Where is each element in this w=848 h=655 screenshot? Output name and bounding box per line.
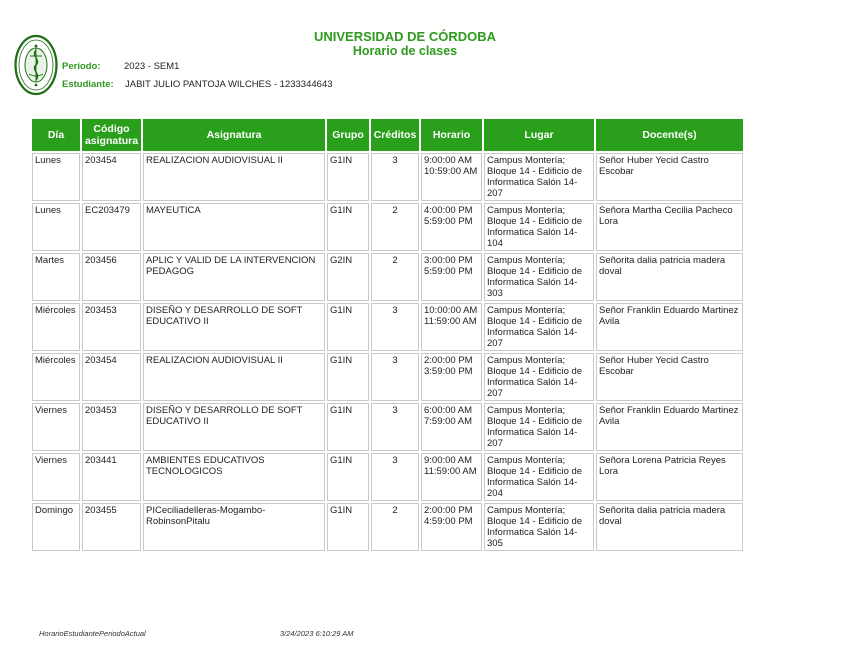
cell-docente: Señorita dalia patricia madera doval bbox=[596, 503, 743, 551]
cell-creditos: 3 bbox=[371, 353, 419, 401]
cell-grupo: G1IN bbox=[327, 503, 369, 551]
cell-dia: Viernes bbox=[32, 453, 80, 501]
column-header-docentes: Docente(s) bbox=[596, 119, 743, 151]
table-row bbox=[32, 203, 743, 251]
cell-creditos: 2 bbox=[371, 203, 419, 251]
cell-asignatura: AMBIENTES EDUCATIVOS TECNOLOGICOS bbox=[143, 453, 325, 501]
cell-codigo: 203454 bbox=[82, 353, 141, 401]
cell-codigo: EC203479 bbox=[82, 203, 141, 251]
cell-dia: Lunes bbox=[32, 153, 80, 201]
cell-codigo: 203455 bbox=[82, 503, 141, 551]
cell-horario: 9:00:00 AM 11:59:00 AM bbox=[421, 453, 482, 501]
cell-lugar: Campus Montería; Bloque 14 - Edificio de Informatica Salón 14-207 bbox=[484, 403, 594, 451]
cell-asignatura: DISEÑO Y DESARROLLO DE SOFT EDUCATIVO II bbox=[143, 303, 325, 351]
column-header-lugar: Lugar bbox=[484, 119, 594, 151]
cell-grupo: G1IN bbox=[327, 453, 369, 501]
table-row bbox=[32, 253, 743, 301]
periodo-value: 2023 - SEM1 bbox=[124, 61, 180, 72]
cell-codigo: 203441 bbox=[82, 453, 141, 501]
university-seal-icon bbox=[14, 34, 58, 96]
column-header-asignatura: Asignatura bbox=[143, 119, 325, 151]
report-subtitle: Horario de clases bbox=[352, 44, 458, 58]
cell-asignatura: MAYEUTICA bbox=[143, 203, 325, 251]
report-name: HorarioEstudiantePeriodoActual bbox=[39, 629, 146, 638]
cell-horario: 3:00:00 PM 5:59:00 PM bbox=[421, 253, 482, 301]
cell-horario: 2:00:00 PM 3:59:00 PM bbox=[421, 353, 482, 401]
cell-docente: Señor Franklin Eduardo Martinez Avila bbox=[596, 303, 743, 351]
estudiante-label: Estudiante: bbox=[62, 79, 114, 90]
cell-horario: 10:00:00 AM 11:59:00 AM bbox=[421, 303, 482, 351]
cell-horario: 6:00:00 AM 7:59:00 AM bbox=[421, 403, 482, 451]
cell-asignatura: REALIZACION AUDIOVISUAL II bbox=[143, 353, 325, 401]
cell-dia: Miércoles bbox=[32, 353, 80, 401]
cell-horario: 9:00:00 AM 10:59:00 AM bbox=[421, 153, 482, 201]
cell-grupo: G1IN bbox=[327, 403, 369, 451]
cell-codigo: 203453 bbox=[82, 403, 141, 451]
schedule-table bbox=[30, 117, 745, 553]
cell-grupo: G2IN bbox=[327, 253, 369, 301]
column-header-grupo: Grupo bbox=[327, 119, 369, 151]
table-row bbox=[32, 303, 743, 351]
cell-dia: Viernes bbox=[32, 403, 80, 451]
cell-dia: Martes bbox=[32, 253, 80, 301]
cell-grupo: G1IN bbox=[327, 203, 369, 251]
cell-docente: Señorita dalia patricia madera doval bbox=[596, 253, 743, 301]
cell-dia: Lunes bbox=[32, 203, 80, 251]
column-header-dia: Día bbox=[32, 119, 80, 151]
cell-creditos: 3 bbox=[371, 303, 419, 351]
estudiante-value: JABIT JULIO PANTOJA WILCHES - 1233344643 bbox=[125, 79, 333, 90]
cell-horario: 4:00:00 PM 5:59:00 PM bbox=[421, 203, 482, 251]
cell-codigo: 203456 bbox=[82, 253, 141, 301]
cell-lugar: Campus Montería; Bloque 14 - Edificio de Informatica Salón 14-104 bbox=[484, 203, 594, 251]
report-timestamp: 3/24/2023 6:10:29 AM bbox=[280, 629, 354, 638]
cell-docente: Señor Franklin Eduardo Martinez Avila bbox=[596, 403, 743, 451]
table-row bbox=[32, 403, 743, 451]
cell-codigo: 203454 bbox=[82, 153, 141, 201]
column-header-creditos: Créditos bbox=[371, 119, 419, 151]
cell-docente: Señora Martha Cecilia Pacheco Lora bbox=[596, 203, 743, 251]
table-row bbox=[32, 353, 743, 401]
table-row bbox=[32, 453, 743, 501]
cell-asignatura: DISEÑO Y DESARROLLO DE SOFT EDUCATIVO II bbox=[143, 403, 325, 451]
university-title: UNIVERSIDAD DE CÓRDOBA bbox=[313, 29, 496, 44]
cell-lugar: Campus Montería; Bloque 14 - Edificio de Informatica Salón 14-207 bbox=[484, 303, 594, 351]
table-row bbox=[32, 503, 743, 551]
cell-lugar: Campus Montería; Bloque 14 - Edificio de Informatica Salón 14-207 bbox=[484, 353, 594, 401]
table-row bbox=[32, 153, 743, 201]
cell-grupo: G1IN bbox=[327, 303, 369, 351]
cell-docente: Señor Huber Yecid Castro Escobar bbox=[596, 353, 743, 401]
cell-codigo: 203453 bbox=[82, 303, 141, 351]
table-header-row bbox=[32, 119, 743, 151]
cell-creditos: 2 bbox=[371, 253, 419, 301]
cell-dia: Domingo bbox=[32, 503, 80, 551]
schedule-body bbox=[32, 153, 743, 551]
cell-grupo: G1IN bbox=[327, 153, 369, 201]
periodo-label: Periodo: bbox=[62, 61, 101, 72]
cell-lugar: Campus Montería; Bloque 14 - Edificio de Informatica Salón 14-303 bbox=[484, 253, 594, 301]
cell-asignatura: REALIZACION AUDIOVISUAL II bbox=[143, 153, 325, 201]
cell-asignatura: PICeciliadelleras-Mogambo- RobinsonPitalu bbox=[143, 503, 325, 551]
cell-creditos: 3 bbox=[371, 403, 419, 451]
cell-docente: Señora Lorena Patricia Reyes Lora bbox=[596, 453, 743, 501]
report-title-block bbox=[230, 29, 580, 59]
cell-lugar: Campus Montería; Bloque 14 - Edificio de Informatica Salón 14-204 bbox=[484, 453, 594, 501]
cell-lugar: Campus Montería; Bloque 14 - Edificio de Informatica Salón 14-305 bbox=[484, 503, 594, 551]
column-header-horario: Horario bbox=[421, 119, 482, 151]
cell-grupo: G1IN bbox=[327, 353, 369, 401]
cell-horario: 2:00:00 PM 4:59:00 PM bbox=[421, 503, 482, 551]
cell-dia: Miércoles bbox=[32, 303, 80, 351]
cell-lugar: Campus Montería; Bloque 14 - Edificio de Informatica Salón 14-207 bbox=[484, 153, 594, 201]
cell-docente: Señor Huber Yecid Castro Escobar bbox=[596, 153, 743, 201]
cell-creditos: 3 bbox=[371, 153, 419, 201]
cell-asignatura: APLIC Y VALID DE LA INTERVENCION PEDAGOG bbox=[143, 253, 325, 301]
cell-creditos: 2 bbox=[371, 503, 419, 551]
cell-creditos: 3 bbox=[371, 453, 419, 501]
column-header-codigo: Código asignatura bbox=[82, 119, 141, 151]
